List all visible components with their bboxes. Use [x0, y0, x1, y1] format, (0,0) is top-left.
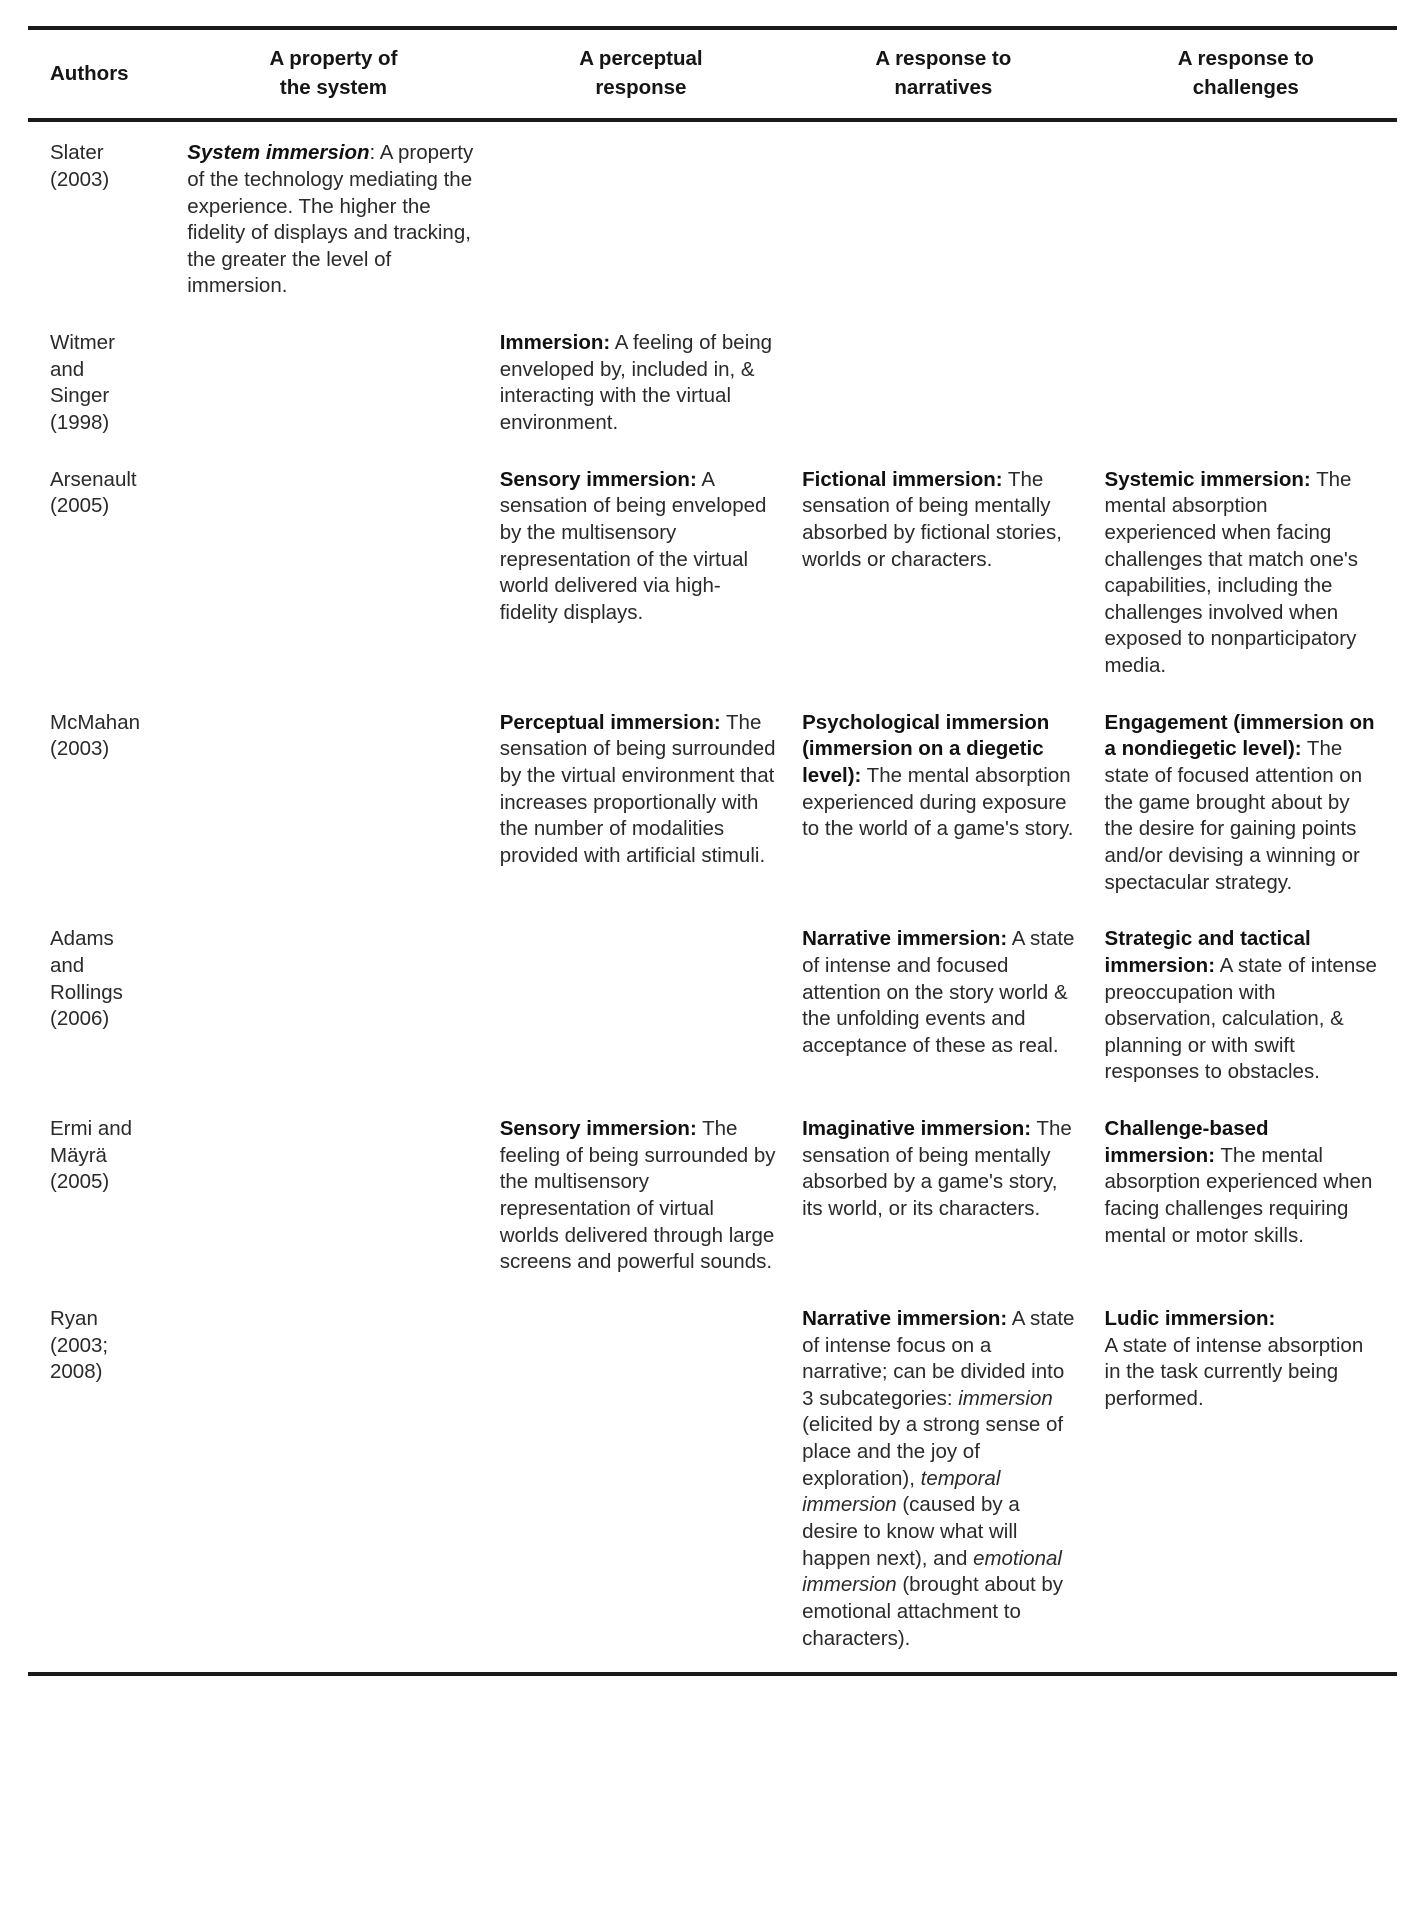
authors-cell: [28, 1100, 177, 1290]
definition-term: Ludic immersion:: [1104, 1306, 1276, 1330]
definition-cell-narrative: [792, 694, 1094, 910]
author-line: Ryan: [50, 1306, 98, 1330]
column-header-narrative-line1: A response to: [875, 47, 1012, 70]
definition-cell-system: [177, 314, 490, 451]
authors-cell: [28, 910, 177, 1100]
definition-cell-challenge: [1095, 694, 1397, 910]
author-line: Ermi and: [50, 1117, 133, 1141]
author-line: Adams: [50, 927, 114, 951]
definition-term: Immersion:: [499, 331, 611, 355]
authors-cell: [28, 451, 177, 694]
column-header-perceptual-line1: A perceptual: [579, 47, 703, 70]
definition-cell-challenge: [1095, 1100, 1397, 1290]
definition-body: A state of intense absorption in the task currently being performed.: [1104, 1333, 1364, 1410]
table-row: [28, 1100, 1397, 1290]
definition-cell-challenge: [1095, 1290, 1397, 1666]
definition-term: Fictional immersion:: [802, 467, 1003, 491]
definition-cell-system: [177, 451, 490, 694]
definition-term: Sensory immersion:: [499, 1117, 697, 1141]
definition-term: Narrative immersion:: [802, 1306, 1008, 1330]
column-header-system-line1: A property of: [269, 47, 398, 70]
author-line: 2008): [50, 1360, 103, 1384]
author-line: Mäyrä: [50, 1143, 107, 1167]
definition-italic-term: immersion: [958, 1386, 1053, 1410]
author-line: Witmer: [50, 331, 115, 355]
definition-cell-narrative: [792, 451, 1094, 694]
table-row: [28, 451, 1397, 694]
definition-cell-challenge: [1095, 910, 1397, 1100]
definition-cell-system: [177, 122, 490, 314]
definition-cell-challenge: [1095, 314, 1397, 451]
definition-cell-perceptual: [490, 451, 792, 694]
column-header-challenge-line2: challenges: [1192, 76, 1299, 100]
definition-cell-perceptual: [490, 694, 792, 910]
definition-term: Strategic and tactical immersion:: [1104, 927, 1311, 977]
immersion-definitions-table: [28, 30, 1397, 118]
definition-term: Imaginative immersion:: [802, 1117, 1032, 1141]
definition-cell-perceptual: [490, 910, 792, 1100]
definition-body: The sensation of being mentally absorbed by a game's story, its world, or its characters.: [802, 1117, 1072, 1220]
definition-body: A state of intense preoccupation with observation, calculation, & planning or with swift responses to obstacles.: [1104, 953, 1377, 1084]
definition-cell-narrative: [792, 1100, 1094, 1290]
column-header-system: [177, 30, 490, 118]
column-header-authors: Authors: [50, 61, 129, 85]
author-line: Singer: [50, 384, 110, 408]
column-header-narrative-line2: narratives: [894, 76, 993, 100]
definition-cell-narrative: [792, 1290, 1094, 1666]
definition-term: Narrative immersion:: [802, 927, 1008, 951]
immersion-definitions-body: [28, 122, 1397, 1666]
author-line: McMahan: [50, 710, 141, 734]
author-line: (2005): [50, 1170, 110, 1194]
definition-cell-narrative: [792, 314, 1094, 451]
column-header-narrative: [792, 30, 1094, 118]
definition-body: (caused by a desire to know what will happen next), and: [802, 1493, 1020, 1570]
definition-body: A sensation of being enveloped by the multisensory representation of the virtual world delivered via high-fidelity displays.: [499, 467, 767, 624]
definition-cell-narrative: [792, 910, 1094, 1100]
definition-term: Perceptual immersion:: [499, 710, 721, 734]
column-header-perceptual-line2: response: [595, 76, 687, 100]
author-line: Arsenault: [50, 467, 137, 491]
definition-cell-narrative: [792, 122, 1094, 314]
definition-cell-perceptual: [490, 314, 792, 451]
definition-body: The feeling of being surrounded by the multisensory representation of virtual worlds delivered through large screens and powerful sounds.: [499, 1117, 776, 1274]
author-line: (2006): [50, 1007, 110, 1031]
definition-body: The state of focused attention on the game brought about by the desire for gaining points and/or devising a winning or spectacular strategy.: [1104, 737, 1363, 894]
definition-cell-perceptual: [490, 1290, 792, 1666]
table-page: [0, 26, 1425, 1905]
author-line: (2003): [50, 167, 110, 191]
definition-body: : A property of the technology mediating the experience. The higher the fidelity of displays and tracking, the greater the level of immersion.: [187, 141, 474, 298]
definition-body: A state of intense focus on a narrative; can be divided into 3 subcategories:: [802, 1306, 1075, 1410]
definition-term: System immersion: [187, 141, 370, 165]
author-line: Rollings: [50, 980, 123, 1004]
column-header-challenge-line1: A response to: [1177, 47, 1314, 70]
author-line: (2003): [50, 737, 110, 761]
definition-cell-challenge: [1095, 122, 1397, 314]
definition-body: The sensation of being mentally absorbed by fictional stories, worlds or characters.: [802, 467, 1062, 571]
definition-term: Systemic immersion:: [1104, 467, 1311, 491]
author-line: (2005): [50, 494, 110, 518]
author-line: (1998): [50, 410, 110, 434]
definition-body: (elicited by a strong sense of place and the joy of exploration),: [802, 1413, 1064, 1490]
definition-body: A feeling of being enveloped by, included in, & interacting with the virtual environment.: [499, 331, 773, 434]
definition-cell-system: [177, 694, 490, 910]
author-line: (2003;: [50, 1333, 109, 1357]
table-bottom-rule: [28, 1672, 1397, 1676]
author-line: and: [50, 357, 85, 381]
column-header-challenge: [1095, 30, 1397, 118]
table-row: [28, 694, 1397, 910]
definition-cell-system: [177, 1290, 490, 1666]
definition-body: (brought about by emotional attachment to characters).: [802, 1573, 1064, 1650]
author-line: Slater: [50, 141, 104, 165]
table-header: [28, 30, 1397, 118]
table-row: [28, 910, 1397, 1100]
definition-body: The sensation of being surrounded by the virtual environment that increases proportionally with the number of modalities provided with artificial stimuli.: [499, 710, 776, 867]
definition-term: Psychological immersion (immersion on a diegetic level):: [802, 710, 1050, 788]
column-header-perceptual: [490, 30, 792, 118]
author-line: and: [50, 953, 85, 977]
table-body: [28, 122, 1397, 1666]
column-header-system-line2: the system: [279, 76, 387, 100]
definition-italic-term: temporal immersion: [802, 1466, 1001, 1517]
table-row: [28, 122, 1397, 314]
authors-cell: [28, 314, 177, 451]
definition-italic-term: emotional immersion: [802, 1546, 1062, 1597]
definition-cell-system: [177, 910, 490, 1100]
definition-cell-perceptual: [490, 122, 792, 314]
header-row: [28, 30, 1397, 118]
definition-body: The mental absorption experienced during exposure to the world of a game's story.: [802, 764, 1074, 841]
definition-term: Sensory immersion:: [499, 467, 697, 491]
authors-cell: [28, 694, 177, 910]
definition-body: The mental absorption experienced when facing challenges requiring mental or motor skills.: [1104, 1143, 1373, 1247]
table-row: [28, 314, 1397, 451]
definition-cell-perceptual: [490, 1100, 792, 1290]
authors-cell: [28, 122, 177, 314]
authors-cell: [28, 1290, 177, 1666]
definition-cell-challenge: [1095, 451, 1397, 694]
definition-body: A state of intense and focused attention on the story world & the unfolding events and acceptance of these as real.: [802, 927, 1075, 1057]
definition-body: The mental absorption experienced when facing challenges that match one's capabilities, including the challenges involved when exposed to nonparticipatory media.: [1104, 467, 1359, 678]
definition-term: Engagement (immersion on a nondiegetic level):: [1104, 710, 1375, 761]
table-row: [28, 1290, 1397, 1666]
definition-cell-system: [177, 1100, 490, 1290]
definition-term: Challenge-based immersion:: [1104, 1117, 1269, 1167]
